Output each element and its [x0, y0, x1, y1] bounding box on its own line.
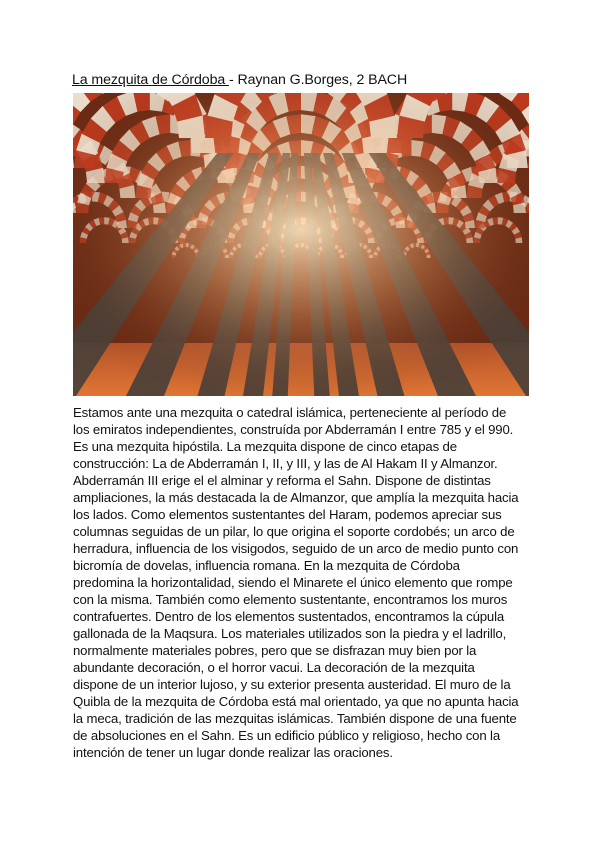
body-line: columnas seguidas de un pilar, lo que origina el soporte cordobés; un arco de	[73, 524, 515, 539]
title-underlined: La mezquita de Córdoba	[72, 72, 230, 88]
body-line: los emiratos independientes, construída por Abderramán I entre 785 y el 990.	[73, 422, 514, 437]
body-line: bicromía de dovelas, influencia romana. En la mezquita de Córdoba	[73, 558, 460, 573]
body-line: gallonada de la Maqsura. Los materiales utilizados son la piedra y el ladrillo,	[73, 626, 507, 641]
body-line: ampliaciones, la más destacada la de Almanzor, que amplía la mezquita hacia	[73, 490, 519, 505]
mosque-photo	[73, 93, 529, 396]
body-line: la meca, tradición de las mezquitas islámicas. También dispone de una fuente	[73, 711, 517, 726]
body-line: abundante decoración, o el horror vacui. La decoración de la mezquita	[73, 660, 475, 675]
body-line: dispone de un interior lujoso, y su exterior presenta austeridad. El muro de la	[73, 677, 511, 692]
light-glow	[73, 93, 529, 396]
body-line: Quibla de la mezquita de Córdoba está mal orientado, ya que no apunta hacia	[73, 694, 519, 709]
body-line: herradura, influencia de los visigodos, seguido de un arco de medio punto con	[73, 541, 519, 556]
body-line: los lados. Como elementos sustentantes del Haram, podemos apreciar sus	[73, 507, 502, 522]
body-line: de absoluciones en el Sahn. Es un edificio público y religioso, hecho con la	[73, 728, 501, 743]
body-paragraph	[73, 404, 533, 761]
body-line: contrafuertes. Dentro de los elementos sustentados, encontramos la cúpula	[73, 609, 505, 624]
body-line: intención de tener un lugar donde realizar las oraciones.	[73, 745, 393, 760]
mosque-arches-illustration	[73, 93, 529, 396]
title-author: - Raynan G.Borges, 2 BACH	[229, 72, 408, 88]
body-line: predomina la horizontalidad, siendo el Minarete el único elemento que rompe	[73, 575, 513, 590]
document-title	[72, 72, 407, 88]
body-line: con la misma. También como elemento sustentante, encontramos los muros	[73, 592, 508, 607]
body-line: normalmente materiales pobres, pero que se disfrazan muy bien por la	[73, 643, 477, 658]
body-line: Es una mezquita hipóstila. La mezquita dispone de cinco etapas de	[73, 439, 457, 454]
body-line: Abderramán III erige el el alminar y reforma el Sahn. Dispone de distintas	[73, 473, 491, 488]
body-line: Estamos ante una mezquita o catedral islámica, perteneciente al período de	[73, 405, 507, 420]
body-line: construcción: La de Abderramán I, II, y III, y las de Al Hakam II y Almanzor.	[73, 456, 498, 471]
